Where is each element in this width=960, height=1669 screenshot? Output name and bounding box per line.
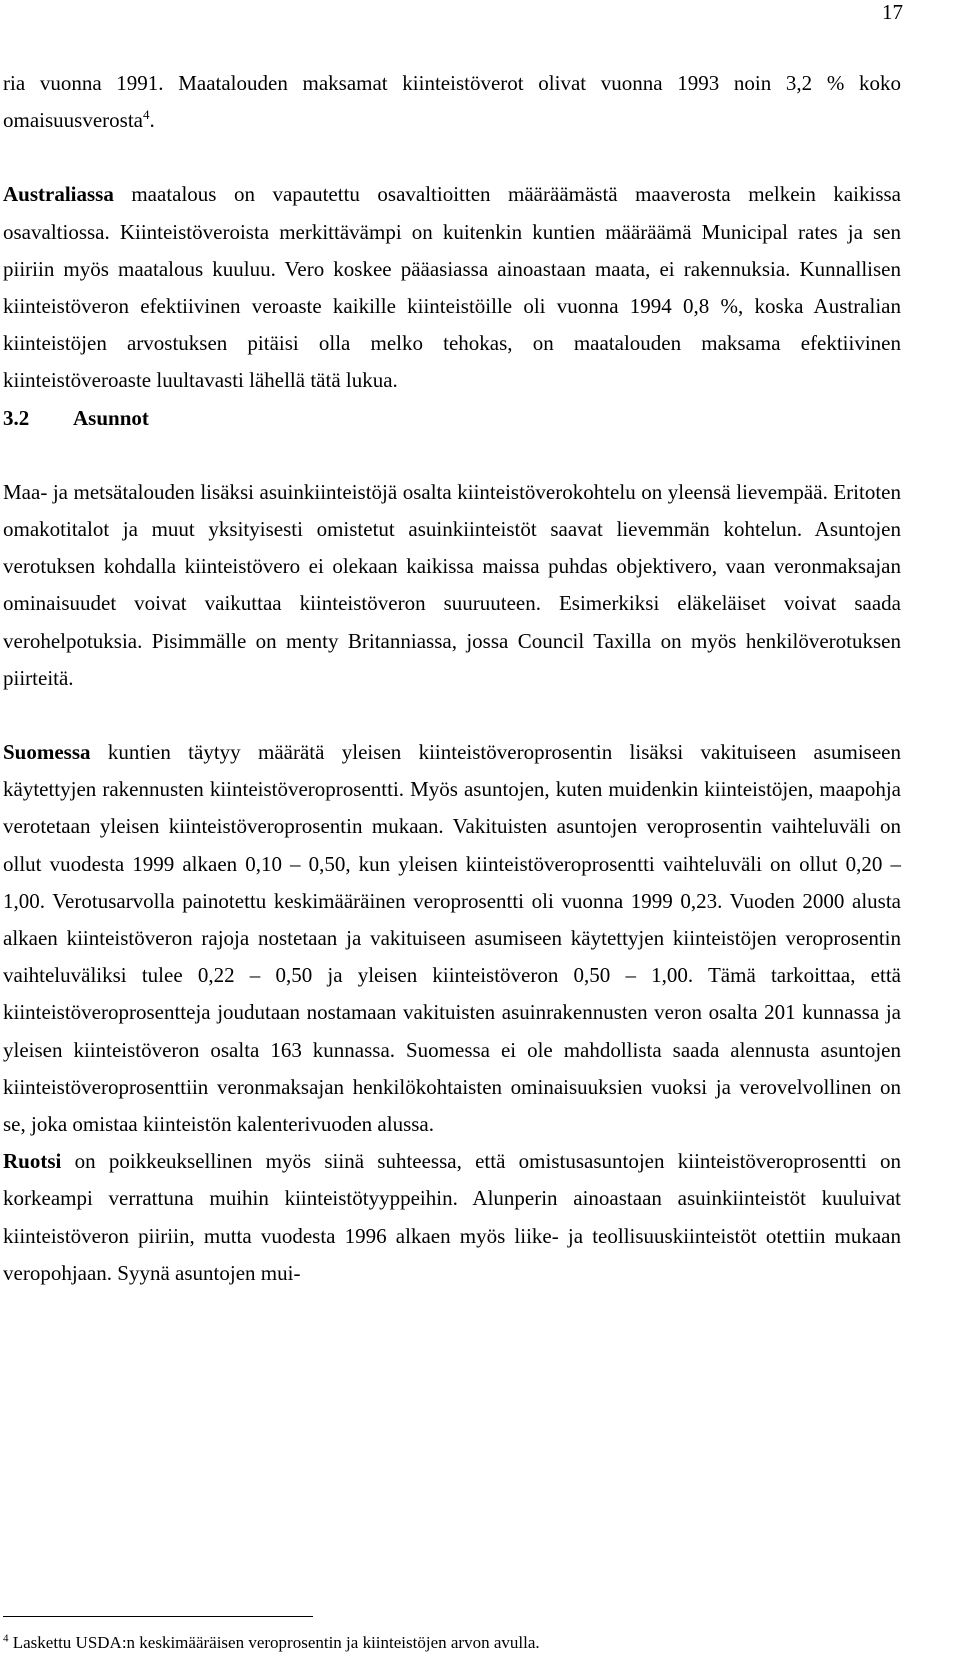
country-lead-australia: Australiassa [3,182,114,207]
paragraph-text: on poikkeuksellinen myös siinä suhteessa, että omistusasuntojen kiinteistöveroprosentti on korkeampi verrattuna muihin kiinteistötyyppeihin. Alunperin ainoastaan asuinkiinteistöt kuuluivat kiinteistöveron piiriin, mutta vuodesta 1996 alkaen myös liike- ja teollisuuskiinteistöt otettiin mukaan veropohjaan. Syynä asuntojen mui- [3,1149,901,1285]
paragraph-text: kuntien täytyy määrätä yleisen kiinteistöveroprosentin lisäksi vakituiseen asumiseen käytettyjen rakennusten kiinteistöveroprosentti. Myös asuntojen, kuten muidenkin kiinteistöjen, maapohja verotetaan yleisen kiinteistöveroprosentin mukaan. Vakituisten asuntojen veroprosentin vaihteluväli on ollut vuodesta 1999 alkaen 0,10 – 0,50, kun yleisen kiinteistöveroprosentti vaihteluväli on ollut 0,20 – 1,00. Verotusarvolla painotettu keskimääräinen veroprosentti oli vuonna 1999 0,23. Vuoden 2000 alusta alkaen kiinteistöveron rajoja nostetaan ja vakituiseen asumiseen käytettyjen kiinteistöjen veroprosentin vaihteluväliksi tulee 0,22 – 0,50 ja yleisen kiinteistöveron 0,50 – 1,00. Tämä tarkoittaa, että kiinteistöveroprosentteja joudutaan nostamaan vakituisten asuinrakennusten veron osalta 201 kunnassa ja yleisen kiinteistöveron osalta 163 kunnassa. Suomessa ei ole mahdollista saada alennusta asuntojen kiinteistöveroprosenttiin veronmaksajan henkilökohtaisten ominaisuuksien vuoksi ja verovelvollinen on se, joka omistaa kiinteistön kalenterivuoden alussa. [3,740,901,1137]
paragraph-maatalous-kiinteistoverot [3,65,901,139]
body-text [3,65,901,1292]
paragraph-text-end: . [149,108,155,133]
paragraph-text: Maa- ja metsätalouden lisäksi asuinkiinteistöjä osalta kiinteistöverokohtelu on yleensä lievempää. Eritoten omakotitalot ja muut yksityisesti omistetut asuinkiinteistöt saavat lievemmän kohtelun. Asuntojen verotuksen kohdalla kiinteistövero ei olekaan kaikissa maissa puhdas objektivero, vaan veronmaksajan ominaisuudet voivat vaikuttaa kiinteistöveron suuruuteen. Esimerkiksi eläkeläiset voivat saada verohelpotuksia. Pisimmälle on menty Britanniassa, jossa Council Taxilla on myös henkilöverotuksen piirteitä. [3,479,901,690]
paragraph-australia [3,176,901,399]
paragraph-ruotsi [3,1143,901,1292]
paragraph-asunnot-intro [3,474,901,697]
paragraph-suomi [3,734,901,1143]
country-lead-suomi: Suomessa [3,740,91,765]
footnote-reference: 4 [142,107,150,123]
section-heading [3,400,901,437]
paragraph-text: maatalous on vapautettu osavaltioitten määräämästä maaverosta melkein kaikissa osavaltiossa. Kiinteistöveroista merkittävämpi on kuitenkin kuntien määräämä Municipal rates ja sen piiriin myös maatalous kuuluu. Vero koskee pääasiassa ainoastaan maata, ei rakennuksia. Kunnallisen kiinteistöveron efektiivinen veroaste kaikille kiinteistöille oli vuonna 1994 0,8 %, koska Australian kiinteistöjen arvostuksen pitäisi olla melko tehokas, on maatalouden maksama efektiivinen kiinteistöveroaste luultavasti lähellä tätä lukua. [3,182,901,393]
footnote-divider [3,1616,313,1617]
footnote-marker: 4 [3,1632,9,1645]
page-number: 17 [882,0,903,24]
footnote-text: Laskettu USDA:n keskimääräisen veroprosentin ja kiinteistöjen arvon avulla. [8,1633,540,1652]
footnote [3,1632,540,1654]
country-lead-ruotsi: Ruotsi [3,1149,62,1174]
paragraph-text: ria vuonna 1991. Maatalouden maksamat kiinteistöverot olivat vuonna 1993 noin 3,2 % koko omaisuusverosta [3,71,901,133]
section-number: 3.2 [3,405,30,430]
section-title: Asunnot [73,405,149,430]
